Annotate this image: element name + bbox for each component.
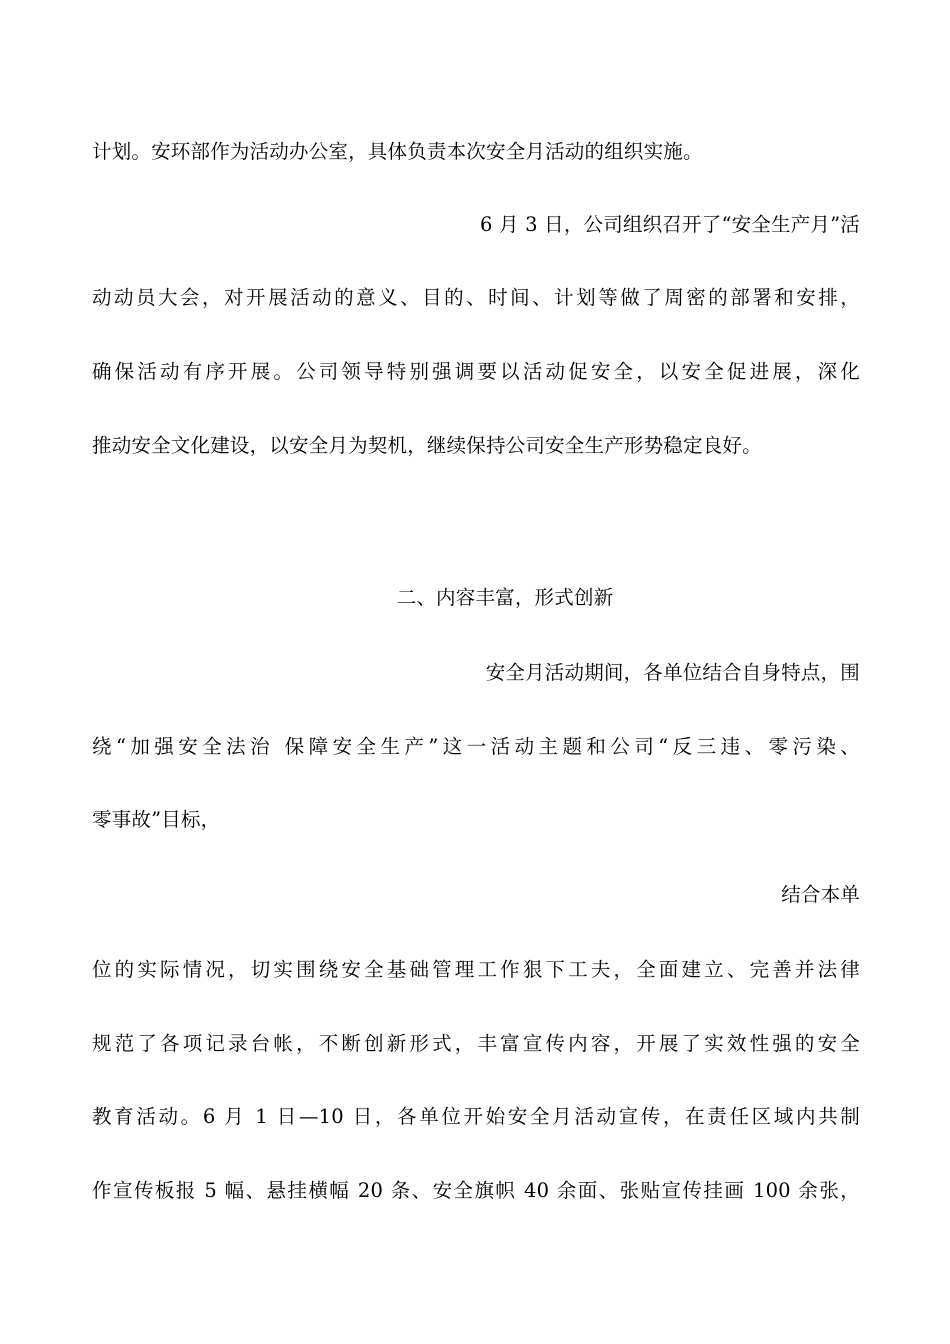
paragraph-line: 计划。安环部作为活动办公室，具体负责本次安全月活动的组织实施。 bbox=[92, 140, 703, 163]
paragraph-line: 教育活动。6 月 1 日—10 日，各单位开始安全月活动宣传，在责任区域内共制 bbox=[92, 1105, 860, 1128]
paragraph-line: 规范了各项记录台帐，不断创新形式，丰富宣传内容，开展了实效性强的安全 bbox=[92, 1032, 860, 1055]
paragraph-line: 结合本单 bbox=[781, 883, 860, 906]
paragraph-line: 零事故”目标， bbox=[92, 808, 221, 831]
paragraph-line: 作宣传板报 5 幅、悬挂横幅 20 条、安全旗帜 40 余面、张贴宣传挂画 100 余张， bbox=[92, 1179, 860, 1202]
paragraph-line: 动动员大会，对开展活动的意义、目的、时间、计划等做了周密的部署和安排， bbox=[92, 286, 860, 309]
paragraph-line: 6 月 3 日，公司组织召开了“安全生产月”活 bbox=[480, 213, 860, 236]
paragraph-line: 位的实际情况，切实围绕安全基础管理工作狠下工夫，全面建立、完善并法律 bbox=[92, 958, 860, 981]
paragraph-line: 安全月活动期间，各单位结合自身特点，围 bbox=[485, 661, 860, 684]
paragraph-line: 推动安全文化建设，以安全月为契机，继续保持公司安全生产形势稳定良好。 bbox=[92, 434, 762, 457]
paragraph-line: 确保活动有序开展。公司领导特别强调要以活动促安全，以安全促进展，深化 bbox=[92, 360, 860, 383]
section-heading: 二、内容丰富，形式创新 bbox=[396, 586, 614, 609]
paragraph-line: 绕“加强安全法治 保障安全生产”这一活动主题和公司“反三违、零污染、 bbox=[92, 735, 860, 758]
